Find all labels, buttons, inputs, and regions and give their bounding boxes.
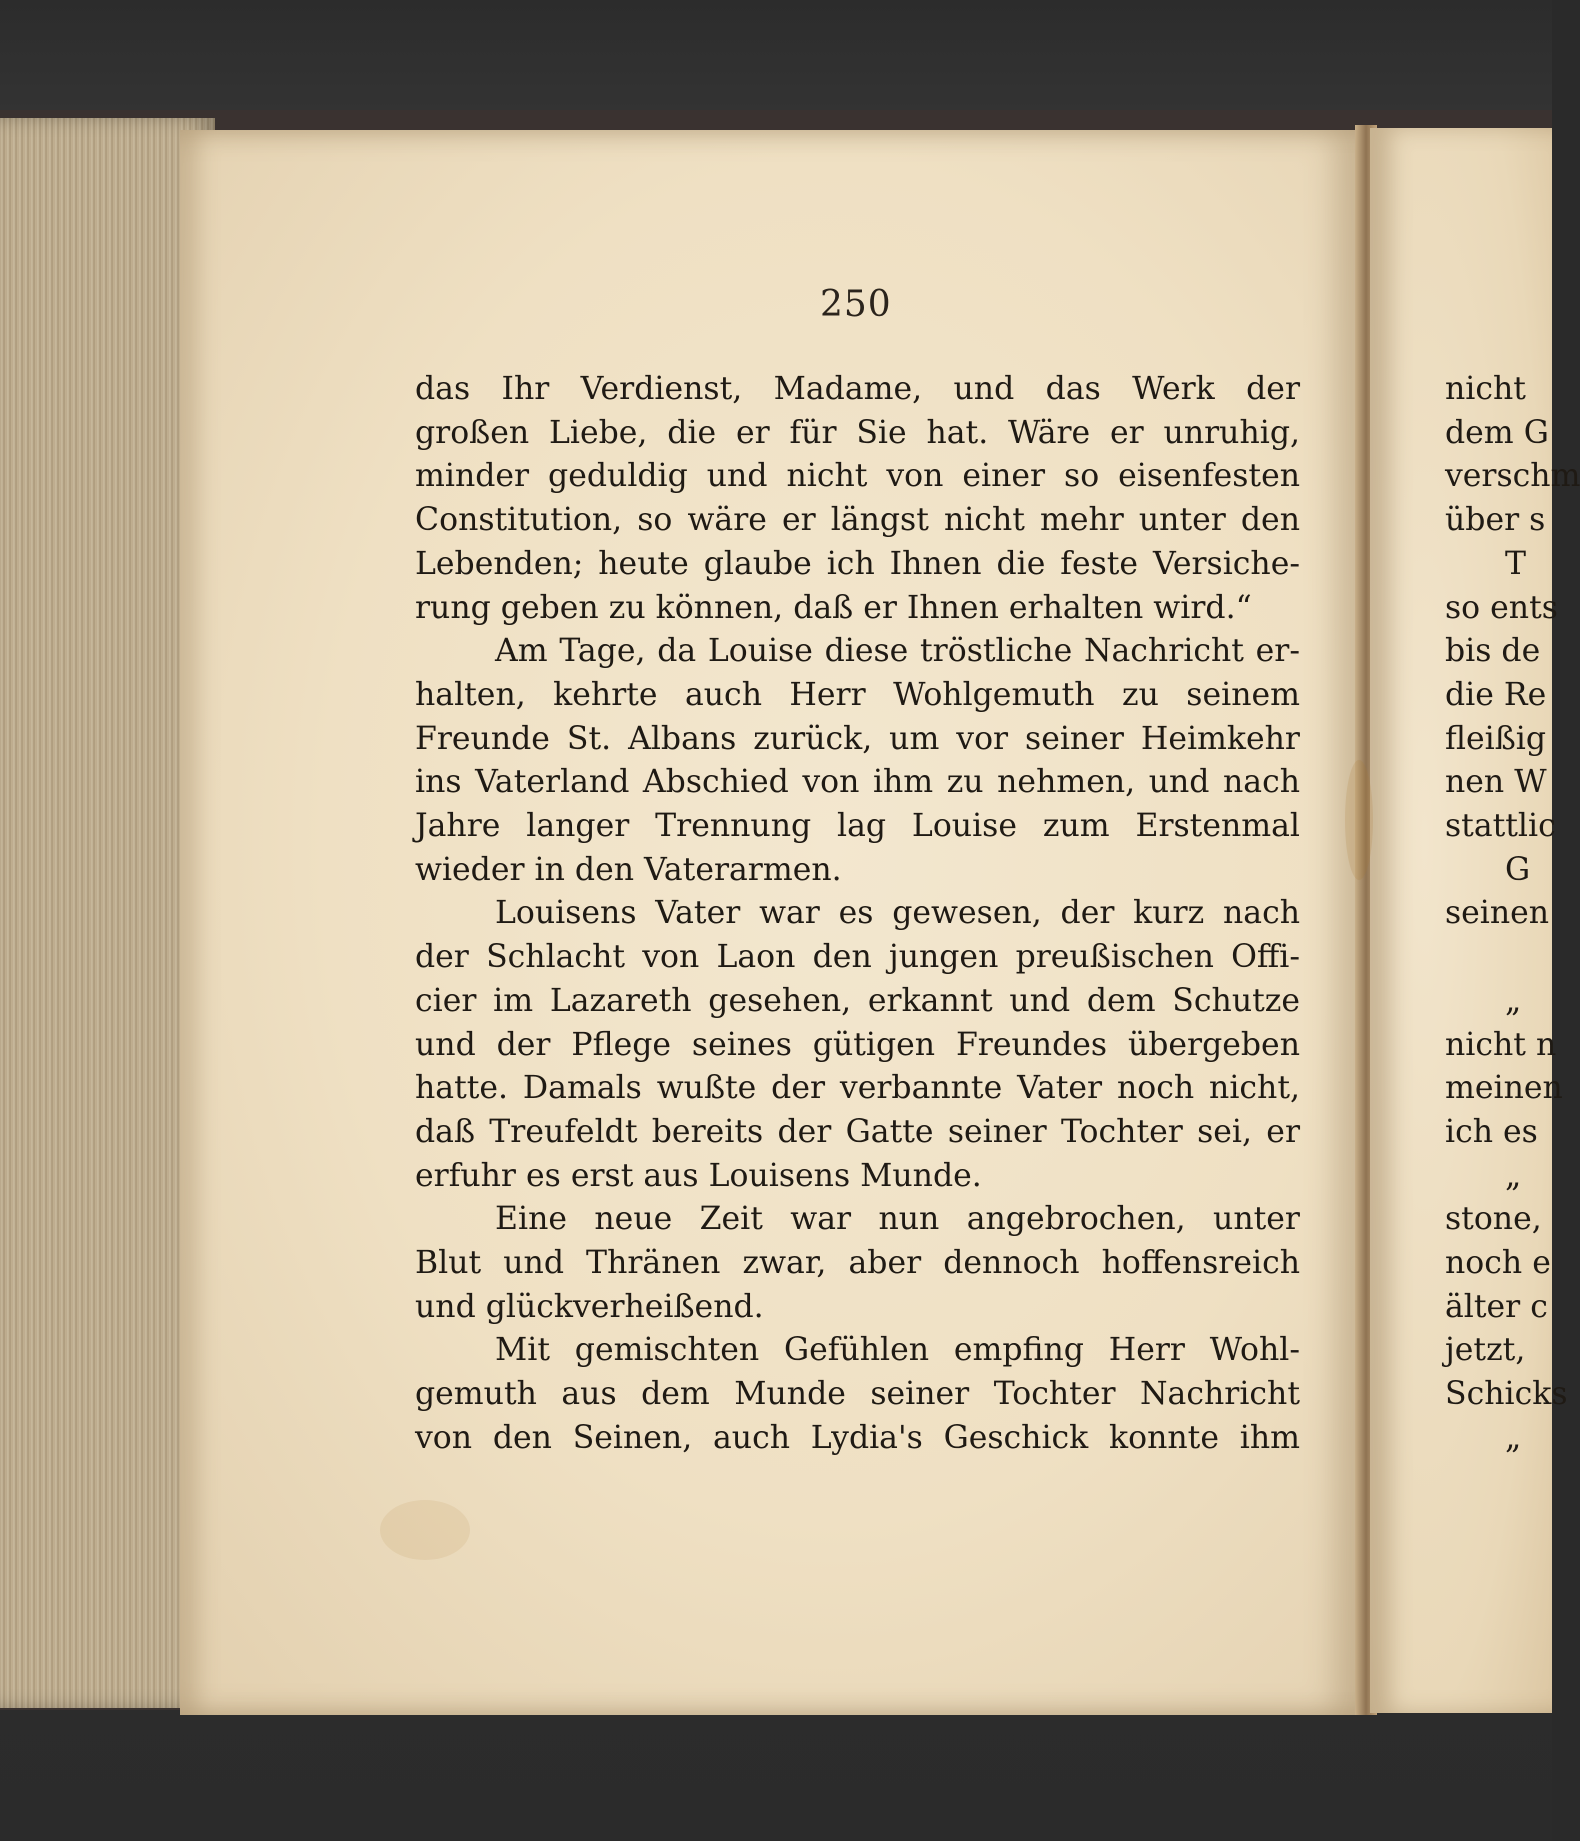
text-line: minder geduldig und nicht von einer so eisenfesten [415, 458, 1300, 495]
text-line: T [1505, 545, 1527, 582]
text-line: gemuth aus dem Munde seiner Tochter Nachricht [415, 1376, 1300, 1413]
text-line: ins Vaterland Abschied von ihm zu nehmen, und nach [415, 764, 1300, 801]
text-line: Jahre langer Trennung lag Louise zum Erstenmal [415, 808, 1300, 845]
text-line: großen Liebe, die er für Sie hat. Wäre er unruhig, [415, 414, 1300, 451]
text-line: Freunde St. Albans zurück, um vor seiner Heimkehr [415, 720, 1300, 757]
text-line: rung geben zu können, daß er Ihnen erhalten wird.“ [415, 589, 1252, 626]
text-line: bis de [1445, 633, 1541, 670]
left-page-text [415, 368, 1300, 1461]
text-line: Mit gemischten Gefühlen empfing Herr Wohl- [495, 1332, 1300, 1369]
text-line: Schicks [1445, 1376, 1568, 1413]
text-line: ich es [1445, 1113, 1538, 1150]
text-line: cier im Lazareth gesehen, erkannt und dem Schutze [415, 982, 1300, 1019]
text-line: halten, kehrte auch Herr Wohlgemuth zu seinem [415, 676, 1300, 713]
text-line: fleißig [1445, 720, 1547, 757]
text-line: daß Treufeldt bereits der Gatte seiner Tochter sei, er [415, 1113, 1300, 1150]
text-line: seinen [1445, 895, 1550, 932]
right-page-text [1445, 368, 1580, 1461]
text-line: stattlic [1445, 808, 1556, 845]
text-line: erfuhr es erst aus Louisens Munde. [415, 1157, 982, 1194]
text-line: über s [1445, 502, 1546, 539]
text-line: nicht n [1445, 1026, 1557, 1063]
text-line: „ [1505, 1419, 1522, 1456]
text-line: meinen [1445, 1070, 1563, 1107]
text-line: jetzt, [1445, 1332, 1526, 1369]
foxing-stain [380, 1500, 470, 1560]
text-line: Louisens Vater war es gewesen, der kurz nach [495, 895, 1300, 932]
text-line [1445, 936, 1552, 980]
text-line: älter c [1445, 1288, 1548, 1325]
text-line: dem G [1445, 414, 1549, 451]
text-line: das Ihr Verdienst, Madame, und das Werk der [415, 371, 1300, 407]
text-line: die Re [1445, 676, 1547, 713]
text-line: G [1505, 851, 1531, 888]
text-line: und glückverheißend. [415, 1288, 764, 1325]
text-line: „ [1505, 1157, 1522, 1194]
text-line: Constitution, so wäre er längst nicht mehr unter den [415, 502, 1300, 539]
text-line: „ [1505, 982, 1522, 1019]
text-line: so ents [1445, 589, 1558, 626]
text-line: noch e [1445, 1245, 1551, 1282]
text-line: hatte. Damals wußte der verbannte Vater noch nicht, [415, 1070, 1300, 1107]
text-line: stone, [1445, 1201, 1542, 1238]
text-line: verschm [1445, 458, 1580, 495]
text-line: wieder in den Vaterarmen. [415, 851, 842, 888]
text-line: nen W [1445, 764, 1547, 801]
foxing-stain [1345, 760, 1373, 880]
text-line: von den Seinen, auch Lydia's Geschick konnte ihm [415, 1419, 1300, 1456]
text-line: Lebenden; heute glaube ich Ihnen die feste Versiche- [415, 545, 1300, 582]
text-line: der Schlacht von Laon den jungen preußischen Offi- [415, 939, 1300, 976]
text-line: nicht [1445, 371, 1526, 407]
text-line: Blut und Thränen zwar, aber dennoch hoffensreich [415, 1245, 1300, 1282]
text-line: Eine neue Zeit war nun angebrochen, unter [495, 1201, 1300, 1238]
text-line: Am Tage, da Louise diese tröstliche Nachricht er- [495, 633, 1300, 670]
text-line: und der Pflege seines gütigen Freundes übergeben [415, 1026, 1300, 1063]
page-number: 250 [820, 284, 892, 325]
